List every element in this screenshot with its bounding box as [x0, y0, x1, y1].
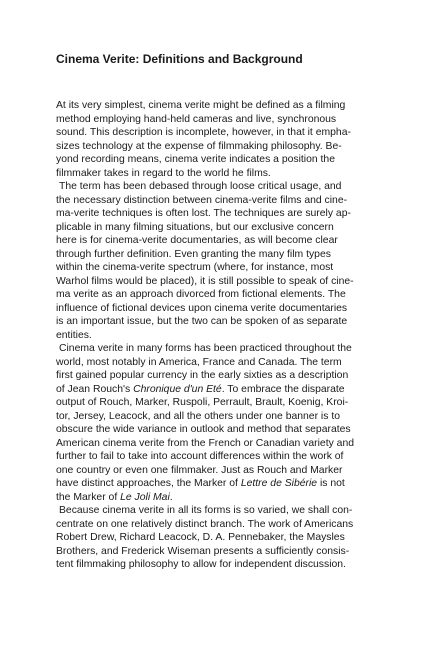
text-line: world, most notably in America, France and Canada. The term [56, 356, 342, 368]
text-segment: have distinct approaches, the Marker of [56, 478, 241, 489]
text-line: tent filmmaking philosophy to allow for independent discussion. [56, 559, 346, 570]
text-line: influence of fictional devices upon cinema verite documentaries [56, 302, 348, 314]
text-line: ma-verite techniques is often lost. The techniques are surely ap- [56, 208, 351, 219]
text-segment: of Jean Rouch's [56, 383, 134, 395]
text-line [56, 477, 381, 491]
text-line: obscure the wide variance in outlook and method that separates [56, 424, 351, 435]
text-line [56, 491, 381, 505]
text-line: the necessary distinction between cinema-verite films and cine- [56, 194, 348, 206]
text-segment: is not [317, 478, 345, 489]
text-line: entities. [56, 329, 92, 341]
text-segment: the Marker of [56, 491, 121, 503]
body-text [56, 99, 381, 572]
text-line: sizes technology at the expense of filmmaking philosophy. Be- [56, 140, 342, 152]
text-segment: . To embrace the disparate [221, 383, 345, 395]
text-line: first gained popular currency in the early sixties as a description [56, 370, 349, 381]
text-line: one country or even one filmmaker. Just as Rouch and Marker [56, 464, 343, 476]
text-line: Robert Drew, Richard Leacock, D. A. Pennebaker, the Maysles [56, 532, 345, 543]
page-title: Cinema Verite: Definitions and Background [56, 52, 303, 66]
text-line: At its very simplest, cinema verite might be defined as a filming [56, 100, 346, 111]
text-line: ma verite as an approach divorced from fictional elements. The [56, 289, 346, 300]
text-line: Because cinema verite in all its forms is so varied, we shall con- [59, 505, 353, 516]
text-line: American cinema verite from the French or Canadian variety and [56, 437, 355, 449]
text-line: yond recording means, cinema verite indicates a position the [56, 154, 335, 165]
text-segment: . [169, 491, 173, 503]
film-title: Le Joli Mai [120, 491, 170, 503]
text-line: Cinema verite in many forms has been practiced throughout the [59, 343, 352, 354]
text-line: filmmaker takes in regard to the world he films. [56, 167, 271, 179]
text-line: tor, Jersey, Leacock, and all the others under one banner is to [56, 410, 340, 422]
text-line: here is for cinema-verite documentaries, as will become clear [56, 235, 338, 246]
text-line: further to fail to take into account differences within the work of [56, 451, 344, 462]
text-line: is an important issue, but the two can be spoken of as separate [56, 316, 348, 327]
film-title: Chronique d'un Eté [133, 383, 222, 395]
text-line: The term has been debased through loose critical usage, and [59, 181, 342, 192]
text-line [56, 383, 381, 397]
text-line: within the cinema-verite spectrum (where, for instance, most [56, 262, 334, 273]
film-title: Lettre de Sibérie [240, 478, 318, 489]
text-line: method employing hand-held cameras and live, synchronous [56, 113, 337, 125]
text-line: Warhol films would be placed), it is still possible to speak of cine- [56, 275, 354, 287]
text-line: sound. This description is incomplete, however, in that it empha- [56, 127, 351, 138]
text-line: centrate on one relatively distinct branch. The work of Americans [56, 518, 354, 530]
text-line: through further definition. Even granting the many film types [56, 248, 331, 260]
text-line: Brothers, and Frederick Wiseman presents a sufficiently consis- [56, 545, 350, 557]
text-line: plicable in many filming situations, but our exclusive concern [56, 221, 334, 233]
text-line: output of Rouch, Marker, Ruspoli, Perrault, Brault, Koenig, Kroi- [56, 397, 349, 408]
